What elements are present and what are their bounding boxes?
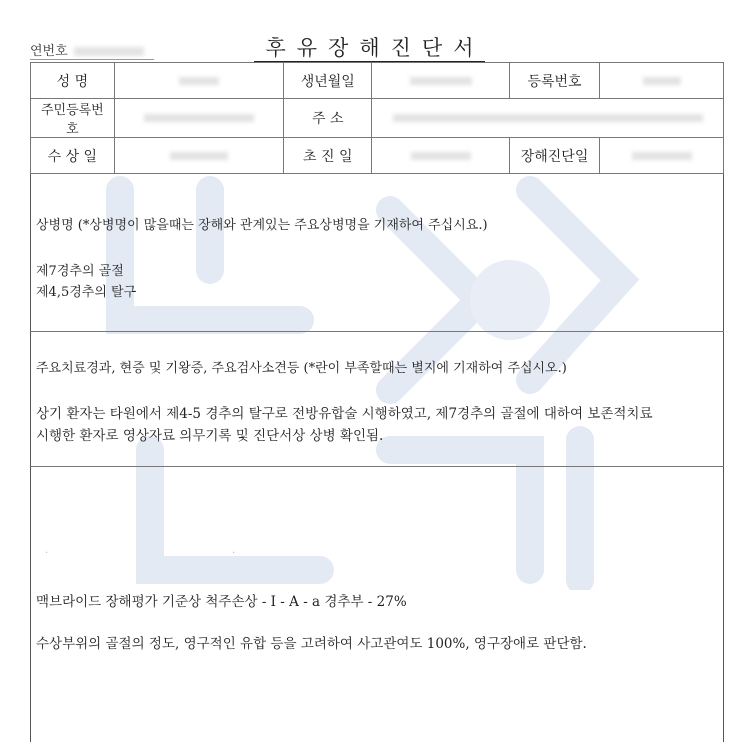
- injury-date-label: 수 상 일: [31, 138, 115, 174]
- treatment-line-1: 상기 환자는 타원에서 제4-5 경추의 탈구로 전방유합술 시행하였고, 제7경추의 골절에 대하여 보존적치료: [36, 406, 653, 422]
- address-value-redacted: [372, 99, 724, 138]
- document-title-text: 후유장해진단서: [254, 36, 484, 62]
- info-row-resident: [31, 99, 724, 138]
- info-row-name: [31, 63, 724, 99]
- reg-label: 등록번호: [510, 63, 600, 99]
- speck: .: [232, 545, 236, 556]
- birth-label: 생년월일: [284, 63, 372, 99]
- assessment-line-2: 수상부위의 골절의 정도, 영구적인 유합 등을 고려하여 사고관여도 100%, 영구장애로 판단함.: [36, 636, 587, 652]
- speck: .: [45, 545, 49, 556]
- diagnosis-heading: 상병명 (*상병명이 많을때는 장해와 관계있는 주요상병명을 기재하여 주십시요.): [36, 218, 488, 233]
- name-label: 성 명: [31, 63, 115, 99]
- diagnosis-item-1: 제7경추의 골절: [36, 264, 124, 279]
- treatment-heading: 주요치료경과, 현증 및 기왕증, 주요검사소견등 (*란이 부족할때는 별지에 기재하여 주십시오.): [36, 361, 567, 376]
- treatment-line-2: 시행한 환자로 영상자료 의무기록 및 진단서상 상병 확인됨.: [36, 428, 384, 444]
- first-visit-label: 초 진 일: [284, 138, 372, 174]
- diagnosis-date-label: 장해진단일: [510, 138, 600, 174]
- doc-number-label: 연번호: [30, 44, 68, 59]
- assessment-line-1: 맥브라이드 장해평가 기준상 척주손상 - I - A - a 경추부 - 27%: [36, 594, 407, 610]
- resident-label: 주민등록번호: [31, 99, 115, 138]
- reg-value-redacted: [600, 63, 724, 99]
- diagnosis-item-2: 제4,5경추의 탈구: [36, 285, 137, 300]
- info-row-dates: [31, 138, 724, 174]
- document-title: [0, 32, 739, 62]
- address-label: 주 소: [284, 99, 372, 138]
- resident-value-redacted: [114, 99, 284, 138]
- injury-date-redacted: [114, 138, 284, 174]
- first-visit-redacted: [372, 138, 510, 174]
- birth-value-redacted: [372, 63, 510, 99]
- name-value-redacted: [114, 63, 284, 99]
- diagnosis-date-redacted: [600, 138, 724, 174]
- patient-info-table: [30, 62, 724, 174]
